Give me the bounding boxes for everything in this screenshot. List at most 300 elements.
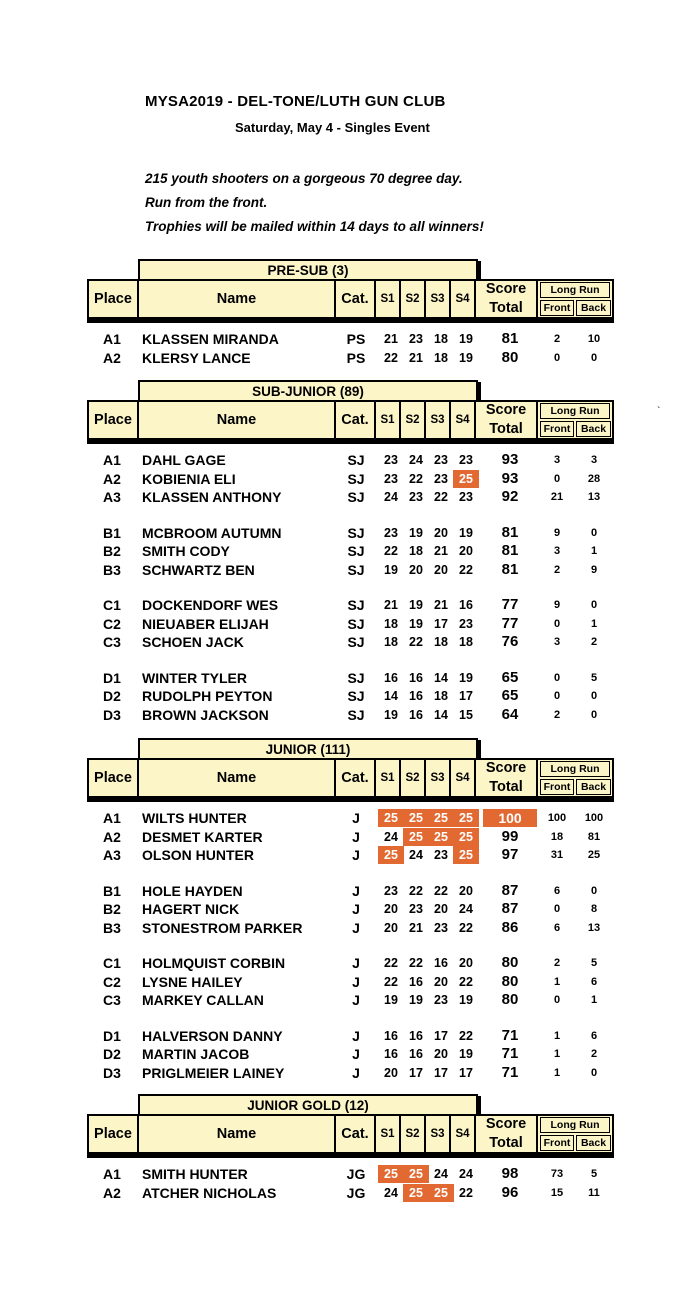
- place-cell: B3: [103, 561, 121, 578]
- category-cell: SJ: [347, 615, 365, 632]
- place-cell: C1: [103, 597, 121, 613]
- total-cell: 80: [501, 991, 519, 1008]
- table-row: [0, 1165, 686, 1183]
- total-cell: 64: [501, 705, 519, 723]
- long-run-back-cell: 3: [590, 454, 598, 466]
- station-3-score: 18: [434, 332, 448, 346]
- total-cell: 77: [501, 614, 519, 632]
- station-1-score: 16: [384, 670, 398, 685]
- long-run-front-cell: 0: [553, 351, 561, 364]
- header-long-run: [538, 402, 612, 438]
- header-back: Back: [576, 421, 611, 437]
- place-cell: C2: [103, 973, 121, 990]
- station-2-score: 25: [403, 828, 429, 846]
- place-cell: A2: [103, 828, 121, 845]
- station-1-score: 24: [384, 1185, 398, 1200]
- header-cat: Cat.: [336, 402, 376, 438]
- long-run-front-cell: 1: [553, 1029, 561, 1042]
- long-run-back-cell: 0: [590, 1066, 598, 1079]
- category-cell: SJ: [347, 524, 365, 541]
- long-run-front-cell: 0: [553, 671, 561, 684]
- place-cell: A1: [103, 1166, 121, 1182]
- station-4-score: 25: [453, 846, 479, 864]
- station-3-score: 25: [428, 809, 454, 827]
- station-3-score: 23: [434, 471, 448, 486]
- table-row: [0, 561, 686, 579]
- results-section: [0, 380, 686, 723]
- category-cell: JG: [346, 1166, 366, 1182]
- long-run-back-cell: 2: [590, 636, 598, 648]
- long-run-back-cell: 25: [587, 849, 601, 861]
- header-long-run-label: Long Run: [540, 403, 610, 419]
- station-1-score: 22: [384, 956, 398, 970]
- header-s1: S1: [376, 1116, 401, 1152]
- station-4-score: 25: [453, 828, 479, 846]
- place-cell: D3: [103, 1064, 121, 1081]
- total-cell: 87: [501, 900, 519, 917]
- station-1-score: 24: [384, 490, 398, 504]
- header-s4: S4: [451, 1116, 476, 1152]
- header-long-run-label: Long Run: [540, 761, 610, 777]
- name-cell: SMITH HUNTER: [142, 1166, 248, 1182]
- station-3-score: 23: [434, 993, 448, 1007]
- station-1-score: 24: [384, 829, 398, 844]
- category-cell: SJ: [347, 452, 365, 468]
- station-2-score: 16: [409, 1047, 423, 1061]
- category-cell: SJ: [347, 669, 365, 686]
- station-1-score: 25: [378, 1165, 404, 1183]
- station-2-score: 19: [409, 993, 423, 1007]
- station-2-score: 22: [409, 956, 423, 970]
- header-place: Place: [89, 402, 139, 438]
- table-row: [0, 488, 686, 506]
- station-4-score: 19: [459, 670, 473, 685]
- long-run-back-cell: 1: [590, 994, 598, 1006]
- header-s2: S2: [401, 281, 426, 317]
- place-cell: D1: [103, 1027, 121, 1044]
- name-cell: HOLMQUIST CORBIN: [142, 955, 286, 971]
- place-cell: B2: [103, 543, 121, 559]
- station-2-score: 23: [409, 332, 423, 346]
- station-2-score: 25: [403, 809, 429, 827]
- name-cell: SCHOEN JACK: [142, 634, 244, 650]
- station-3-score: 18: [434, 350, 448, 365]
- station-2-score: 16: [409, 1028, 423, 1043]
- station-4-score: 20: [459, 544, 473, 558]
- station-2-score: 25: [403, 1184, 429, 1202]
- station-1-score: 20: [384, 902, 398, 916]
- place-cell: A1: [103, 331, 121, 347]
- header-back: Back: [576, 779, 611, 795]
- header-name: Name: [139, 281, 336, 317]
- header-score: Score: [485, 402, 527, 418]
- station-2-score: 16: [409, 689, 423, 703]
- table-row: [0, 524, 686, 542]
- place-cell: D2: [103, 1046, 121, 1062]
- place-cell: B1: [103, 882, 121, 899]
- header-total: Total: [489, 1135, 523, 1151]
- total-cell: 100: [483, 809, 537, 827]
- long-run-back-cell: 1: [590, 617, 598, 630]
- station-2-score: 22: [409, 635, 423, 649]
- category-cell: SJ: [347, 561, 365, 578]
- station-1-score: 19: [384, 562, 398, 577]
- header-long-run-label: Long Run: [540, 1117, 610, 1133]
- category-cell: J: [352, 973, 360, 990]
- table-row: [0, 542, 686, 560]
- header-long-run: [538, 1116, 612, 1152]
- name-cell: HAGERT NICK: [142, 901, 240, 917]
- station-1-score: 20: [384, 1065, 398, 1080]
- station-4-score: 23: [459, 616, 473, 631]
- name-cell: KLERSY LANCE: [142, 349, 251, 366]
- table-row: [0, 919, 686, 937]
- category-cell: SJ: [347, 688, 365, 704]
- total-cell: 92: [501, 488, 519, 505]
- total-cell: 81: [501, 560, 519, 578]
- station-4-score: 17: [459, 1065, 473, 1080]
- header-place: Place: [89, 1116, 139, 1152]
- long-run-front-cell: 2: [553, 957, 561, 969]
- name-cell: WINTER TYLER: [142, 669, 247, 686]
- total-cell: 97: [501, 846, 519, 863]
- table-row: [0, 954, 686, 972]
- table-row: [0, 973, 686, 991]
- long-run-back-cell: 13: [587, 491, 601, 503]
- category-cell: J: [352, 919, 360, 936]
- header-back: Back: [576, 300, 611, 316]
- category-cell: J: [352, 1027, 360, 1044]
- station-3-score: 25: [428, 828, 454, 846]
- header-total: Total: [489, 779, 523, 795]
- station-4-score: 18: [459, 635, 473, 649]
- header-front: Front: [540, 421, 574, 437]
- results-section: [0, 1094, 686, 1294]
- long-run-front-cell: 0: [553, 903, 561, 915]
- name-cell: KOBIENIA ELI: [142, 470, 236, 487]
- name-cell: LYSNE HAILEY: [142, 973, 243, 990]
- station-1-score: 25: [378, 846, 404, 864]
- name-cell: ATCHER NICHOLAS: [142, 1184, 277, 1201]
- header-front: Front: [540, 1135, 574, 1151]
- station-4-score: 23: [459, 490, 473, 504]
- station-2-score: 23: [409, 490, 423, 504]
- station-4-score: 22: [459, 1028, 473, 1043]
- table-row: [0, 470, 686, 488]
- table-row: [0, 900, 686, 918]
- name-cell: DAHL GAGE: [142, 452, 226, 468]
- station-4-score: 19: [459, 525, 473, 540]
- station-4-score: 22: [459, 974, 473, 989]
- station-1-score: 22: [384, 350, 398, 365]
- category-cell: SJ: [347, 543, 365, 559]
- long-run-back-cell: 2: [590, 1048, 598, 1060]
- long-run-front-cell: 15: [550, 1186, 564, 1199]
- long-run-back-cell: 5: [590, 1168, 598, 1180]
- name-cell: MCBROOM AUTUMN: [142, 524, 282, 541]
- station-4-score: 22: [459, 1185, 473, 1200]
- header-name: Name: [139, 402, 336, 438]
- total-cell: 71: [501, 1045, 519, 1062]
- category-cell: J: [352, 955, 360, 971]
- long-run-front-cell: 2: [553, 333, 561, 345]
- place-cell: B1: [103, 524, 121, 541]
- header-total: Total: [489, 300, 523, 316]
- total-cell: 93: [501, 451, 519, 468]
- category-cell: PS: [346, 349, 366, 366]
- table-row: [0, 1184, 686, 1202]
- name-cell: KLASSEN ANTHONY: [142, 489, 282, 505]
- total-cell: 77: [501, 596, 519, 613]
- header-s3: S3: [426, 402, 451, 438]
- station-1-score: 19: [384, 707, 398, 722]
- place-cell: D1: [103, 669, 121, 686]
- station-2-score: 16: [409, 974, 423, 989]
- station-3-score: 17: [434, 616, 448, 631]
- station-3-score: 14: [434, 670, 448, 685]
- station-3-score: 23: [434, 453, 448, 467]
- header-s2: S2: [401, 1116, 426, 1152]
- section-title: JUNIOR GOLD (12): [138, 1094, 478, 1116]
- long-run-back-cell: 5: [590, 957, 598, 969]
- table-row: [0, 330, 686, 348]
- header-name: Name: [139, 1116, 336, 1152]
- header-score-total: [476, 402, 538, 438]
- long-run-front-cell: 0: [553, 690, 561, 702]
- section-title: JUNIOR (111): [138, 738, 478, 760]
- station-3-score: 21: [434, 598, 448, 612]
- header-total: Total: [489, 421, 523, 437]
- section-title: SUB-JUNIOR (89): [138, 380, 478, 402]
- total-cell: 98: [501, 1165, 519, 1182]
- place-cell: A1: [103, 810, 121, 826]
- total-cell: 81: [501, 330, 519, 347]
- place-cell: A2: [103, 470, 121, 487]
- long-run-front-cell: 3: [553, 636, 561, 648]
- total-cell: 80: [501, 972, 519, 990]
- header-score: Score: [485, 760, 527, 776]
- place-cell: A1: [103, 452, 121, 468]
- header-s3: S3: [426, 281, 451, 317]
- station-1-score: 14: [384, 689, 398, 703]
- header-shadow: [87, 440, 614, 444]
- long-run-front-cell: 0: [553, 472, 561, 485]
- long-run-back-cell: 0: [590, 526, 598, 539]
- category-cell: PS: [346, 331, 366, 347]
- long-run-front-cell: 0: [553, 617, 561, 630]
- station-4-score: 22: [459, 920, 473, 935]
- header-s1: S1: [376, 281, 401, 317]
- station-4-score: 25: [453, 809, 479, 827]
- station-4-score: 17: [459, 689, 473, 703]
- long-run-back-cell: 0: [590, 884, 598, 897]
- station-2-score: 19: [409, 616, 423, 631]
- long-run-front-cell: 6: [553, 884, 561, 897]
- header-place: Place: [89, 281, 139, 317]
- station-2-score: 21: [409, 920, 423, 935]
- header-score-total: [476, 1116, 538, 1152]
- station-4-score: 16: [459, 598, 473, 612]
- station-4-score: 15: [459, 707, 473, 722]
- category-cell: J: [352, 1046, 360, 1062]
- station-4-score: 20: [459, 883, 473, 898]
- header-shadow: [87, 319, 614, 323]
- total-cell: 71: [501, 1026, 519, 1044]
- table-row: [0, 846, 686, 864]
- station-4-score: 22: [459, 562, 473, 577]
- long-run-back-cell: 1: [590, 545, 598, 557]
- station-2-score: 22: [409, 471, 423, 486]
- station-2-score: 19: [409, 598, 423, 612]
- station-4-score: 19: [459, 350, 473, 365]
- station-2-score: 24: [409, 848, 423, 862]
- header-s3: S3: [426, 760, 451, 796]
- total-cell: 87: [501, 881, 519, 899]
- long-run-back-cell: 0: [590, 708, 598, 721]
- header-long-run: [538, 760, 612, 796]
- total-cell: 80: [501, 954, 519, 971]
- header-long-run: [538, 281, 612, 317]
- long-run-front-cell: 2: [553, 708, 561, 721]
- station-3-score: 20: [434, 974, 448, 989]
- place-cell: C2: [103, 615, 121, 632]
- station-1-score: 23: [384, 453, 398, 467]
- header-s4: S4: [451, 402, 476, 438]
- header-score: Score: [485, 1116, 527, 1132]
- station-3-score: 20: [434, 1047, 448, 1061]
- station-1-score: 22: [384, 544, 398, 558]
- station-2-score: 16: [409, 670, 423, 685]
- place-cell: C3: [103, 634, 121, 650]
- long-run-front-cell: 21: [550, 491, 564, 503]
- station-1-score: 21: [384, 598, 398, 612]
- long-run-back-cell: 6: [590, 975, 598, 988]
- place-cell: A3: [103, 489, 121, 505]
- long-run-back-cell: 5: [590, 671, 598, 684]
- header-score-total: [476, 281, 538, 317]
- long-run-back-cell: 0: [590, 599, 598, 611]
- station-1-score: 18: [384, 616, 398, 631]
- category-cell: J: [352, 847, 360, 863]
- header-place: Place: [89, 760, 139, 796]
- total-cell: 81: [501, 523, 519, 541]
- table-row: [0, 991, 686, 1009]
- name-cell: OLSON HUNTER: [142, 847, 254, 863]
- table-row: [0, 615, 686, 633]
- station-3-score: 20: [434, 562, 448, 577]
- station-4-score: 19: [459, 993, 473, 1007]
- station-2-score: 24: [409, 453, 423, 467]
- long-run-front-cell: 0: [553, 994, 561, 1006]
- table-row: [0, 451, 686, 469]
- station-3-score: 14: [434, 707, 448, 722]
- table-row: [0, 882, 686, 900]
- category-cell: J: [352, 810, 360, 826]
- long-run-back-cell: 100: [584, 812, 604, 824]
- station-3-score: 18: [434, 689, 448, 703]
- long-run-front-cell: 100: [547, 812, 567, 824]
- station-3-score: 20: [434, 902, 448, 916]
- place-cell: B2: [103, 901, 121, 917]
- results-section: [0, 738, 686, 1081]
- category-cell: SJ: [347, 470, 365, 487]
- long-run-front-cell: 18: [550, 830, 564, 843]
- station-3-score: 16: [434, 956, 448, 970]
- station-1-score: 25: [378, 809, 404, 827]
- header-shadow: [87, 798, 614, 802]
- total-cell: 65: [501, 668, 519, 686]
- name-cell: DESMET KARTER: [142, 828, 263, 845]
- header-long-run-label: Long Run: [540, 282, 610, 298]
- long-run-front-cell: 1: [553, 1048, 561, 1060]
- name-cell: HOLE HAYDEN: [142, 882, 243, 899]
- header-cat: Cat.: [336, 760, 376, 796]
- table-row: [0, 706, 686, 724]
- page-subtitle: Saturday, May 4 - Singles Event: [235, 120, 430, 135]
- long-run-back-cell: 0: [590, 690, 598, 702]
- station-1-score: 23: [384, 883, 398, 898]
- long-run-back-cell: 6: [590, 1029, 598, 1042]
- table-row: [0, 669, 686, 687]
- station-2-score: 16: [409, 707, 423, 722]
- total-cell: 99: [501, 827, 519, 845]
- name-cell: SMITH CODY: [142, 543, 230, 559]
- station-1-score: 18: [384, 635, 398, 649]
- total-cell: 76: [501, 633, 519, 650]
- long-run-back-cell: 8: [590, 903, 598, 915]
- name-cell: KLASSEN MIRANDA: [142, 331, 279, 347]
- category-cell: JG: [346, 1184, 366, 1201]
- station-1-score: 20: [384, 920, 398, 935]
- note-line: Run from the front.: [145, 195, 268, 210]
- header-score: Score: [485, 281, 527, 297]
- header-s3: S3: [426, 1116, 451, 1152]
- category-cell: SJ: [347, 597, 365, 613]
- section-title: PRE-SUB (3): [138, 259, 478, 281]
- long-run-back-cell: 11: [588, 1186, 600, 1199]
- place-cell: C3: [103, 992, 121, 1008]
- station-4-score: 25: [453, 470, 479, 488]
- table-row: [0, 828, 686, 846]
- name-cell: MARKEY CALLAN: [142, 992, 264, 1008]
- category-cell: J: [352, 882, 360, 899]
- station-4-score: 24: [459, 1167, 473, 1181]
- station-3-score: 21: [434, 544, 448, 558]
- long-run-back-cell: 13: [587, 921, 601, 934]
- station-1-score: 23: [384, 525, 398, 540]
- category-cell: SJ: [347, 706, 365, 723]
- place-cell: A2: [103, 1184, 121, 1201]
- table-row: [0, 1027, 686, 1045]
- name-cell: MARTIN JACOB: [142, 1046, 250, 1062]
- station-1-score: 16: [384, 1028, 398, 1043]
- station-3-score: 22: [434, 490, 448, 504]
- station-1-score: 19: [384, 993, 398, 1007]
- table-header: [87, 400, 614, 440]
- header-front: Front: [540, 779, 574, 795]
- stray-mark: `: [657, 406, 661, 417]
- header-cat: Cat.: [336, 281, 376, 317]
- header-s2: S2: [401, 760, 426, 796]
- header-s4: S4: [451, 281, 476, 317]
- header-cat: Cat.: [336, 1116, 376, 1152]
- note-line: Trophies will be mailed within 14 days to all winners!: [145, 219, 484, 234]
- name-cell: WILTS HUNTER: [142, 810, 247, 826]
- station-4-score: 23: [459, 453, 473, 467]
- place-cell: A3: [103, 847, 121, 863]
- long-run-front-cell: 31: [550, 849, 564, 861]
- station-2-score: 23: [409, 902, 423, 916]
